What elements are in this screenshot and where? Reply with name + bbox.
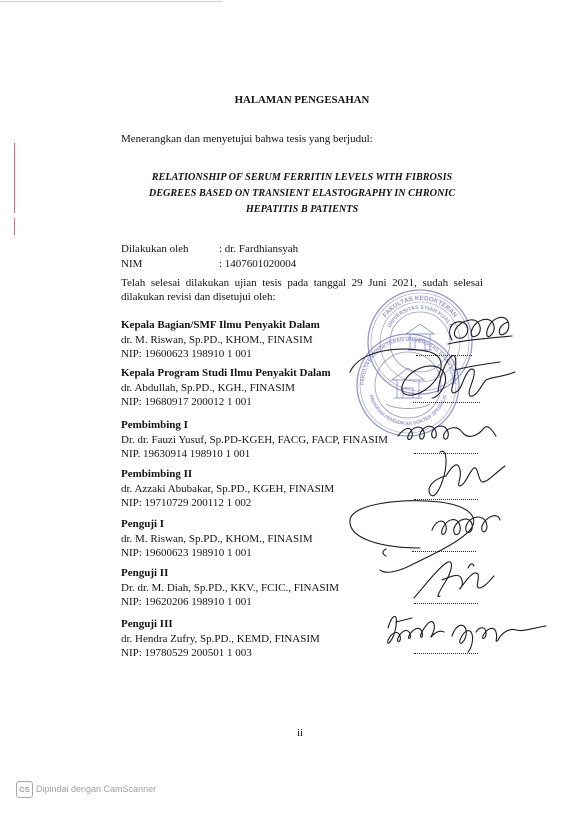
signatory-name: dr. M. Riswan, Sp.PD., KHOM., FINASIM <box>121 333 313 346</box>
signatory-name: Dr. dr. M. Diah, Sp.PD., KKV., FCIC., FINASIM <box>121 581 339 594</box>
signature-examiner-3 <box>388 616 546 652</box>
signature-supervisor-1 <box>398 426 496 439</box>
stamp-inner-ring <box>390 312 450 372</box>
statement-line: dilakukan revisi dan disetujui oleh: <box>121 291 276 303</box>
signatory-block-supervisor-1 <box>121 418 388 462</box>
signatory-role: Penguji II <box>121 567 169 579</box>
signatory-role: Penguji III <box>121 618 173 630</box>
signatory-name: dr. Abdullah, Sp.PD., KGH., FINASIM <box>121 381 295 394</box>
stamp-inner-ring <box>375 352 441 418</box>
stamp-ring <box>380 302 460 382</box>
signatory-nip: NIP: 19680917 200012 1 001 <box>121 396 252 408</box>
page-number: ii <box>296 727 304 739</box>
signature-dotted-line <box>413 402 480 403</box>
signature-head-of-department <box>448 317 512 344</box>
thesis-title-line: HEPATITIS B PATIENTS <box>245 204 359 215</box>
signature-dotted-line <box>414 603 478 604</box>
signatory-nip: NIP: 19620206 198910 1 001 <box>121 596 252 608</box>
stamp-outer-text <box>360 337 456 385</box>
camscanner-logo: CS <box>16 781 33 798</box>
nim-value: : 1407601020004 <box>219 258 297 270</box>
signatory-block-head-of-study-program <box>121 366 331 410</box>
signature-dotted-line <box>414 453 478 454</box>
signatory-block-examiner-2 <box>121 566 339 610</box>
signatory-name: dr. Hendra Zufry, Sp.PD., KEMD, FINASIM <box>121 632 320 645</box>
thesis-title-line: DEGREES BASED ON TRANSIENT ELASTOGRAPHY IN CHRONIC <box>148 188 456 199</box>
signatory-nip: NIP: 19710729 200112 1 002 <box>121 497 252 509</box>
signatory-role: Pembimbing II <box>121 468 193 480</box>
signatory-nip: NIP: 19780529 200501 1 003 <box>121 647 252 659</box>
approval-statement <box>121 276 483 304</box>
scan-edge-line <box>0 1 222 2</box>
stamp-inner-text <box>387 305 454 329</box>
stamp-outer-text-path: FAKULTAS KEDOKTERAN <box>381 294 459 319</box>
signature-head-of-study-program <box>350 349 515 398</box>
scan-margin-mark <box>14 143 15 213</box>
scan-margin-mark <box>14 218 15 235</box>
thesis-title <box>121 170 483 218</box>
signatory-name: Dr. dr. Fauzi Yusuf, Sp.PD-KGEH, FACG, FACP, FINASIM <box>121 433 388 446</box>
thesis-title-line: RELATIONSHIP OF SERUM FERRITIN LEVELS WITH FIBROSIS <box>151 172 453 183</box>
intro-text: Menerangkan dan menyetujui bahwa tesis yang berjudul: <box>121 133 373 145</box>
nim-label: NIM <box>121 258 143 270</box>
signatory-name: dr. Azzaki Abubakar, Sp.PD., KGEH, FINASIM <box>121 482 335 495</box>
stamp-ring <box>371 293 469 391</box>
faculty-stamp <box>368 290 472 394</box>
author-label: Dilakukan oleh <box>121 243 189 255</box>
signature-dotted-line <box>414 653 478 654</box>
signatory-role: Kepala Bagian/SMF Ilmu Penyakit Dalam <box>121 319 320 331</box>
signature-examiner-1 <box>350 501 500 572</box>
stamp-outer-ring <box>368 290 472 394</box>
stamp-outer-text-path: FAKULTAS KEDOKTERAN UNIVERSITAS SYIAH KUALA <box>359 336 457 386</box>
author-value: : dr. Fardhiansyah <box>219 243 299 255</box>
stamp-bottom-text-path: PROGRAM PENDIDIKAN DOKTER SPESIALIS <box>367 394 449 428</box>
signatory-block-examiner-1 <box>121 517 313 561</box>
signatory-role: Kepala Program Studi Ilmu Penyakit Dalam <box>121 367 331 379</box>
signatory-nip: NIP: 19600623 198910 1 001 <box>121 547 252 559</box>
signature-dotted-line <box>412 551 476 552</box>
signatory-block-examiner-3 <box>121 617 320 661</box>
signatory-nip: NIP: 19600623 198910 1 001 <box>121 348 252 360</box>
signature-examiner-2 <box>414 562 494 598</box>
signatory-name: dr. M. Riswan, Sp.PD., KHOM., FINASIM <box>121 532 313 545</box>
signature-supervisor-2 <box>429 451 505 496</box>
signature-dotted-line <box>416 355 472 356</box>
page-title: HALAMAN PENGESAHAN <box>234 94 370 106</box>
stamp-inner-text-path: UNIVERSITAS SYIAH KUALA <box>386 304 454 329</box>
camscanner-watermark: Dipindai dengan CamScanner <box>36 784 157 794</box>
signatory-block-head-of-department <box>121 318 320 362</box>
signatory-block-supervisor-2 <box>121 467 334 511</box>
signatory-role: Penguji I <box>121 518 165 530</box>
stamp-emblem <box>406 324 434 350</box>
signature-dotted-line <box>414 499 478 500</box>
signatory-role: Pembimbing I <box>121 419 188 431</box>
statement-line: Telah selesai dilakukan ujian tesis pada tanggal 29 Juni 2021, sudah selesai <box>121 277 483 289</box>
signatory-nip: NIP. 19630914 198910 1 001 <box>121 448 251 460</box>
